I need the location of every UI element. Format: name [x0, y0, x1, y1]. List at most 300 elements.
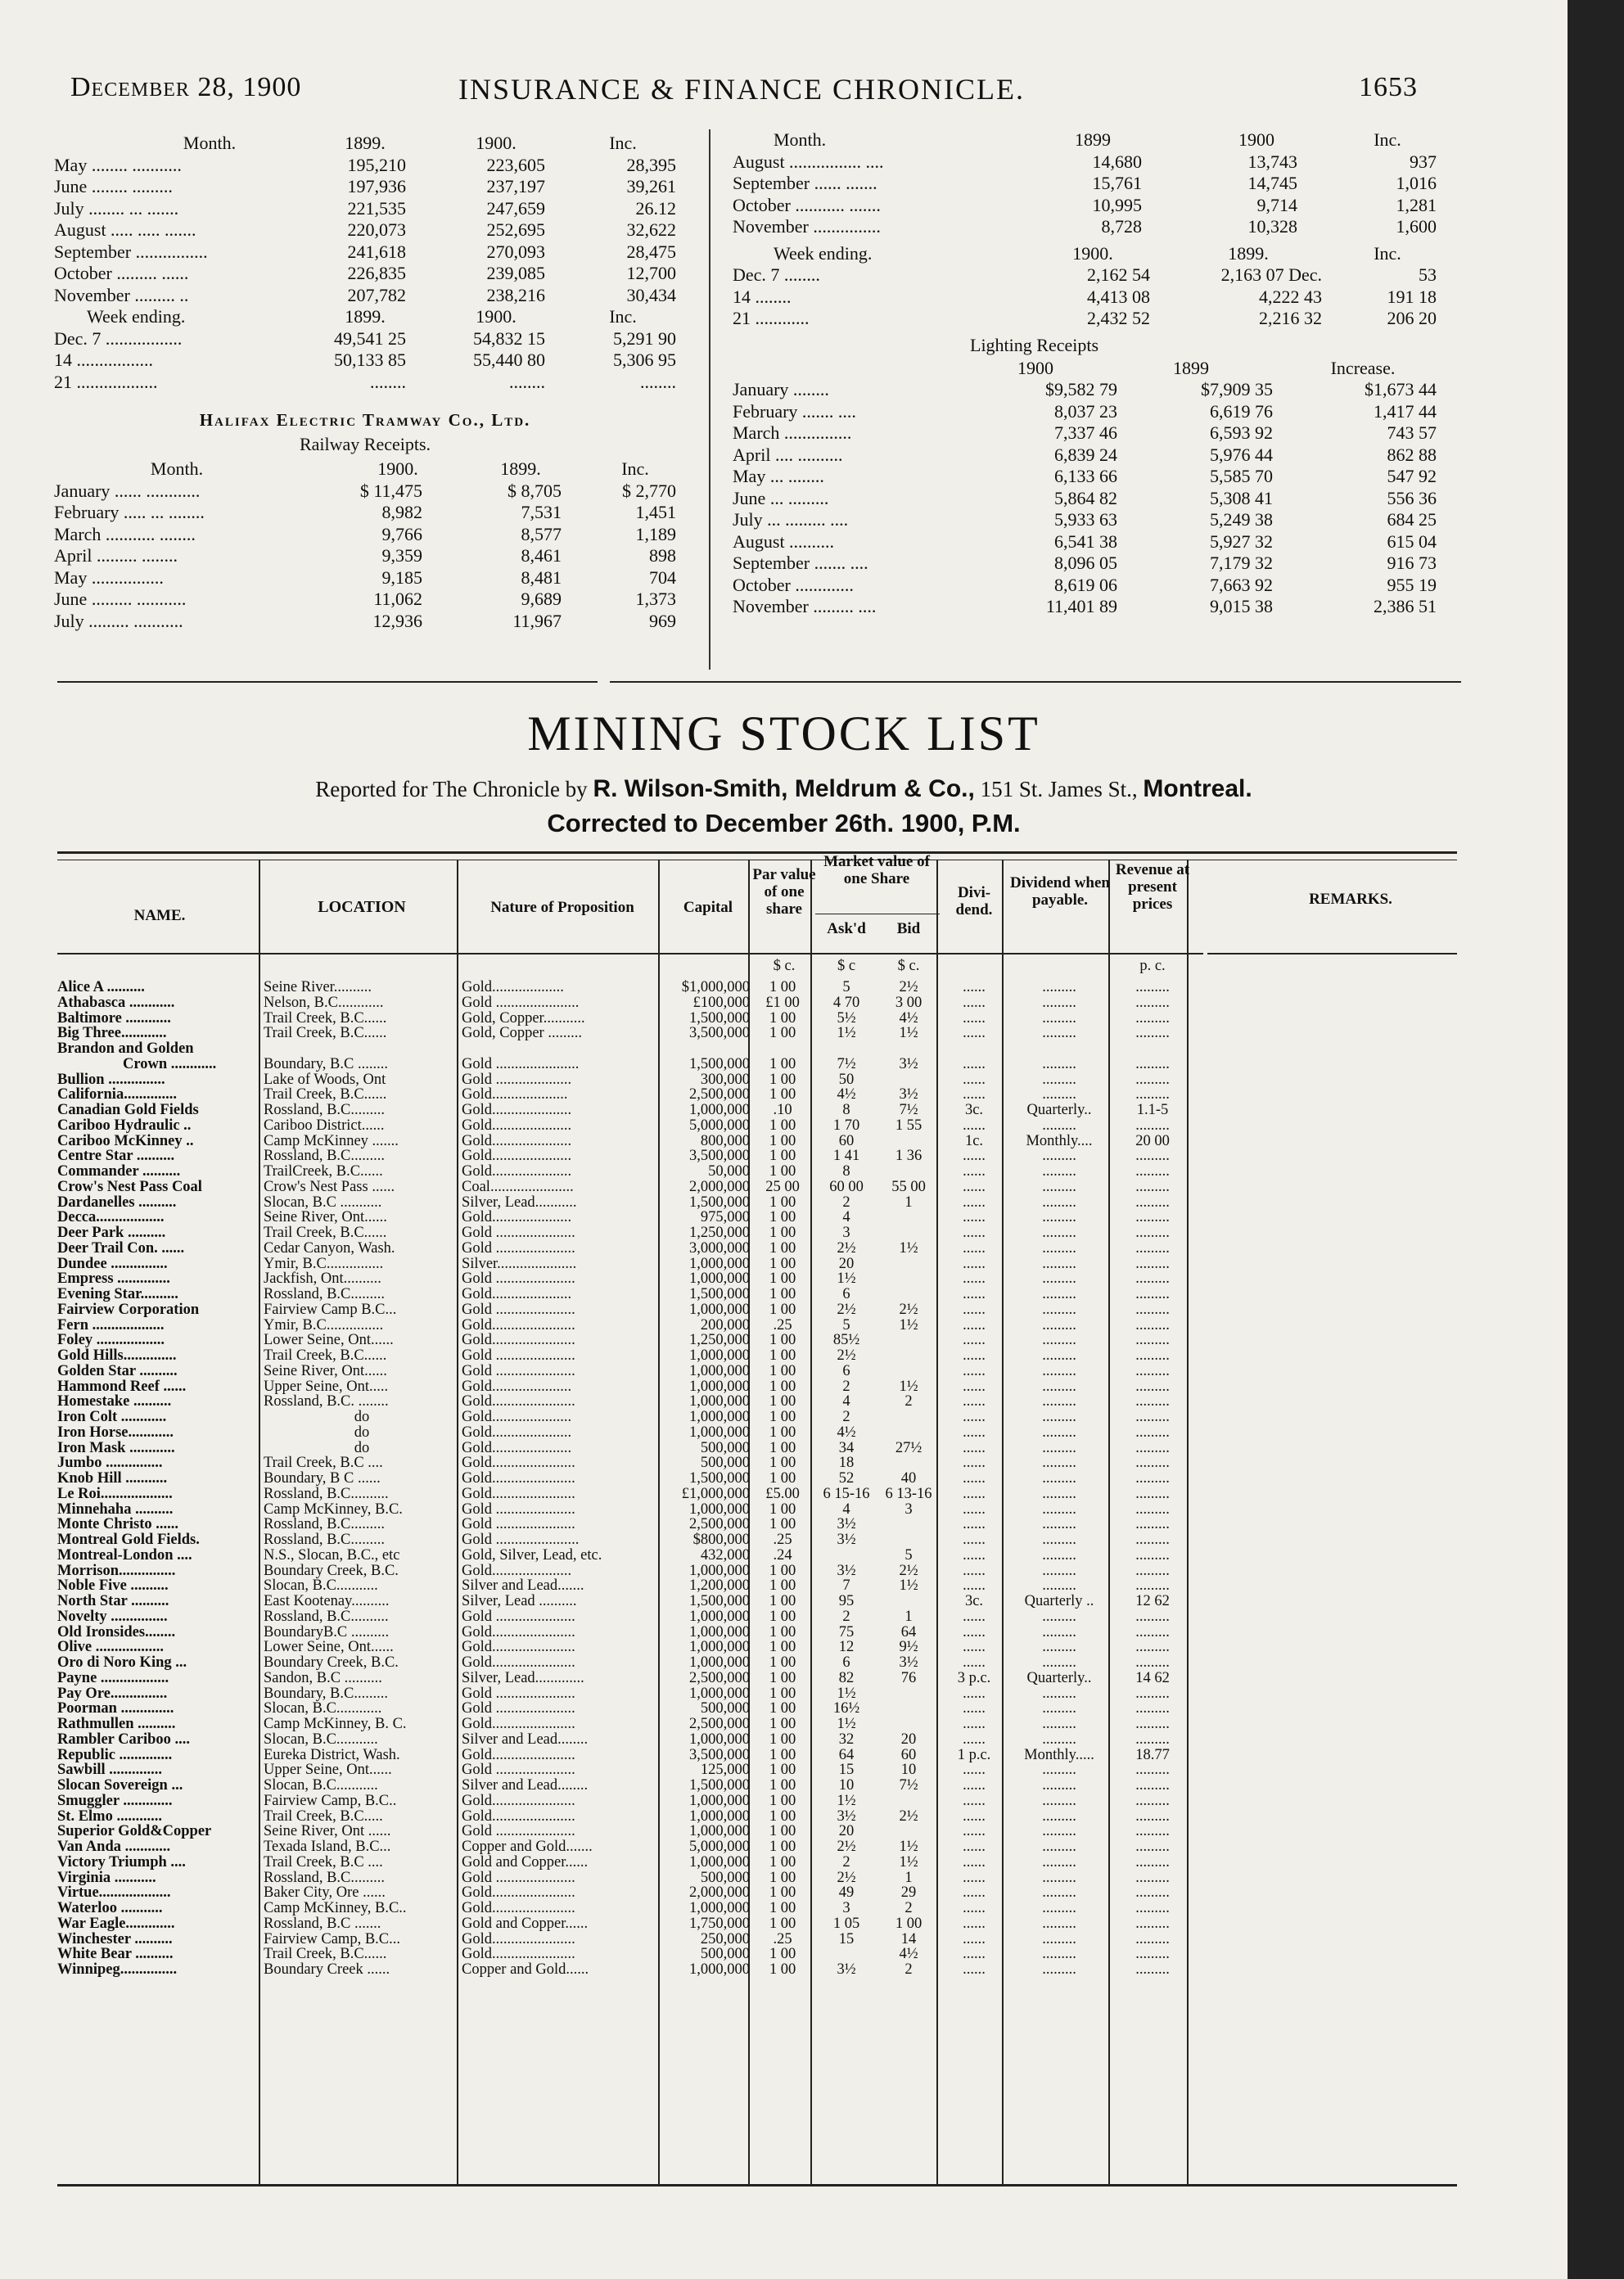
mining-cell: Gold...................... — [462, 1485, 575, 1502]
mining-cell: ......... — [1042, 1286, 1076, 1302]
mining-cell: ......... — [1042, 1900, 1076, 1916]
mining-cell: ......... — [1042, 1884, 1076, 1902]
lighting-row-cell: 955 19 — [1387, 574, 1437, 595]
mining-cell: 1,000,000 — [689, 1961, 750, 1978]
mining-cell: Nelson, B.C............ — [264, 994, 384, 1011]
lighting-row-cell: April .... .......... — [733, 444, 843, 465]
mining-cell: 1 00 — [769, 1839, 796, 1855]
mining-cell: Jumbo ............... — [57, 1455, 163, 1472]
mining-cell: 1 00 — [769, 1777, 796, 1794]
halifax-row-cell: 7,531 — [521, 502, 562, 522]
top-right-week-header-cell: 1899. — [1228, 242, 1269, 264]
mining-cell: .24 — [773, 1546, 792, 1564]
mining-cell: 3 — [842, 1225, 850, 1241]
mining-cell: $800,000 — [692, 1532, 750, 1548]
mining-cell: ...... — [963, 1853, 986, 1871]
mining-cell: 2½ — [899, 979, 918, 995]
mining-cell: Gold...................... — [462, 1716, 575, 1732]
mining-cell: Rambler Cariboo .... — [57, 1731, 191, 1748]
lighting-row-cell: 5,864 82 — [1054, 487, 1117, 508]
mining-cell: 4 — [842, 1393, 850, 1410]
mining-cell: Montreal Gold Fields. — [57, 1532, 200, 1548]
mining-cell: Copper and Gold....... — [462, 1839, 593, 1855]
mining-cell: ...... — [963, 1930, 986, 1947]
top-right-week-header-cell: Inc. — [1374, 242, 1401, 264]
mining-cell: Trail Creek, B.C...... — [264, 1025, 387, 1042]
mining-cell: ......... — [1042, 1025, 1076, 1042]
top-left-header-cell: Month. — [183, 133, 237, 153]
mining-cell: 1 00 — [769, 1393, 796, 1410]
top-right-week-row-cell: Dec. 7 ........ — [733, 264, 820, 285]
top-right-week-row-cell: 2,432 52 — [1087, 308, 1150, 328]
mining-cell: 2 — [904, 1393, 913, 1410]
mining-cell: 2 — [904, 1900, 913, 1916]
mining-cell: Gold...................... — [462, 1455, 575, 1472]
mining-cell: ......... — [1135, 1700, 1170, 1717]
mining-cell: Gold...................... — [462, 1316, 575, 1334]
mining-cell: Gold...................... — [462, 1393, 575, 1410]
mining-cell: 2,000,000 — [689, 1178, 750, 1195]
lighting-row-cell: 6,593 92 — [1210, 422, 1273, 443]
mining-cell: ......... — [1042, 1055, 1076, 1072]
mining-cell: 1 00 — [769, 1762, 796, 1779]
top-right-row-cell: 8,728 — [1101, 216, 1142, 237]
mining-stock-list-title: MINING STOCK LIST — [527, 706, 1040, 760]
mining-cell: Foley .................. — [57, 1332, 165, 1349]
mining-cell: 1,000,000 — [689, 1900, 750, 1916]
mining-cell: do — [354, 1439, 370, 1456]
halifax-row-cell: 9,689 — [521, 589, 562, 609]
mining-cell: Ymir, B.C............... — [264, 1255, 384, 1272]
mining-cell: ......... — [1135, 1777, 1170, 1794]
lighting-row-cell: 556 36 — [1387, 487, 1437, 508]
mining-cell: Gold ..................... — [462, 1362, 575, 1379]
halifax-row-cell: January ...... ............ — [54, 480, 201, 501]
mining-cell: 8 — [842, 1163, 850, 1180]
mining-cell: Camp McKinney, B. C. — [264, 1716, 407, 1732]
mining-cell: 1 00 — [769, 1194, 796, 1211]
mining-cell: 2 — [842, 1194, 850, 1211]
mining-cell: 4½ — [837, 1424, 856, 1441]
mining-cell: 1 00 — [769, 1209, 796, 1226]
mining-cell: ......... — [1135, 1853, 1170, 1871]
header-bid: Bid — [896, 920, 921, 937]
mining-cell: Homestake .......... — [57, 1393, 172, 1410]
mining-cell: Upper Seine, Ont...... — [264, 1762, 392, 1779]
mining-cell: 1,000,000 — [689, 1301, 750, 1318]
mining-cell: ...... — [963, 1071, 986, 1088]
mining-cell: .25 — [773, 1316, 792, 1334]
mining-cell: Slocan, B.C........... — [264, 1577, 378, 1595]
mining-cell: ......... — [1135, 1884, 1170, 1902]
mining-cell: 1 00 — [769, 1470, 796, 1487]
mining-cell: 1 00 — [769, 1823, 796, 1840]
halifax-row-cell: $ 11,475 — [359, 480, 422, 501]
mining-cell: Alice A .......... — [57, 979, 145, 995]
mining-cell: Baltimore ............ — [57, 1009, 171, 1027]
mining-cell: 3½ — [837, 1807, 856, 1825]
mining-cell: 52 — [838, 1470, 855, 1487]
top-left-row-cell: July ........ ... ....... — [54, 197, 179, 219]
lighting-row — [733, 553, 1551, 575]
mining-cell: 1½ — [899, 1316, 918, 1334]
mining-cell: 85½ — [832, 1332, 860, 1349]
mining-cell: Dardanelles .......... — [57, 1194, 177, 1211]
mining-cell: East Kootenay.......... — [264, 1593, 390, 1609]
mining-cell: 20 00 — [1135, 1132, 1170, 1149]
top-left-row-cell: October ......... ...... — [54, 263, 189, 283]
lighting-title: Lighting Receipts — [970, 334, 1099, 355]
top-left-row — [54, 263, 701, 285]
mining-cell: ......... — [1042, 1839, 1076, 1855]
mining-cell: 1½ — [837, 1716, 856, 1732]
mining-cell: 4 — [842, 1209, 850, 1226]
mining-cell: Empress .............. — [57, 1270, 170, 1288]
mining-cell: ......... — [1135, 1485, 1170, 1502]
header-market: Market value of one Share — [823, 853, 930, 887]
mining-cell: Gold..................... — [462, 1378, 572, 1395]
mining-cell: ...... — [963, 1915, 986, 1932]
lighting-row-cell: 547 92 — [1387, 466, 1437, 486]
mining-cell: 1 00 — [769, 1270, 796, 1288]
mining-cell: ......... — [1042, 1654, 1076, 1671]
mining-cell: Gold...................... — [462, 1884, 575, 1902]
mining-cell: 60 — [900, 1746, 917, 1763]
mining-cell: Fairview Camp B.C... — [264, 1301, 397, 1318]
lighting-row — [733, 596, 1551, 618]
mining-cell: Seine River, Ont...... — [264, 1362, 387, 1379]
mining-cell: ......... — [1135, 1685, 1170, 1702]
header-nature: Nature of Proposition — [490, 899, 634, 916]
mining-cell: Upper Seine, Ont..... — [264, 1378, 389, 1395]
top-left-row-cell: 26.12 — [635, 197, 676, 219]
top-right-row — [733, 216, 1551, 238]
mining-cell: ......... — [1135, 1055, 1170, 1072]
halifax-row-cell: 969 — [649, 610, 676, 631]
mining-cell: 3,500,000 — [689, 1746, 750, 1763]
mining-cell: ......... — [1042, 1424, 1076, 1441]
mining-cell: 125,000 — [700, 1762, 750, 1779]
page-edge — [1568, 0, 1624, 2279]
corrected-line: Corrected to December 26th. 1900, P.M. — [547, 809, 1021, 837]
mining-cell: ......... — [1042, 1623, 1076, 1640]
lighting-row-cell: 2,386 51 — [1374, 596, 1437, 616]
mining-cell: 2,500,000 — [689, 1669, 750, 1686]
mining-cell: 3 00 — [895, 994, 923, 1011]
top-right-row — [733, 195, 1551, 217]
mining-cell: Rossland, B.C......... — [264, 1148, 386, 1165]
halifax-subtitle: Railway Receipts. — [299, 434, 431, 454]
mining-cell: Gold ...................... — [462, 1532, 580, 1548]
halifax-header-cell: 1900. — [377, 458, 418, 479]
mining-cell: 1 00 — [769, 1148, 796, 1165]
top-left-row-cell: 39,261 — [626, 176, 676, 196]
mining-cell: ...... — [963, 1516, 986, 1533]
mining-cell: ......... — [1135, 1148, 1170, 1165]
mining-cell: Gold ..................... — [462, 1869, 575, 1886]
top-left-week-row-cell: 5,291 90 — [613, 327, 676, 349]
mining-cell: Gold ..................... — [462, 1685, 575, 1702]
mining-cell: 432,000 — [700, 1546, 750, 1564]
mining-cell: 64 — [900, 1623, 917, 1640]
lighting-row — [733, 379, 1551, 401]
mining-cell: 1,000,000 — [689, 1562, 750, 1579]
mining-cell: 10 — [838, 1777, 855, 1794]
top-right-header-cell: Month. — [774, 129, 827, 150]
mining-cell: 1,000,000 — [689, 1608, 750, 1625]
mining-cell: 2½ — [837, 1839, 856, 1855]
lighting-row-cell: 5,308 41 — [1210, 487, 1273, 508]
lighting-row-cell: September ....... .... — [733, 553, 868, 573]
mining-cell: 3½ — [837, 1562, 856, 1579]
mining-cell: 1 00 — [769, 1961, 796, 1978]
mining-cell: 1 00 — [769, 1807, 796, 1825]
mining-cell: ......... — [1042, 1485, 1076, 1502]
mining-cell: 1½ — [899, 1853, 918, 1871]
mining-cell: ......... — [1135, 1455, 1170, 1472]
mining-cell: St. Elmo ............ — [57, 1807, 162, 1825]
top-right-week-row-cell: 191 18 — [1387, 286, 1437, 307]
mining-stock-table — [57, 851, 1457, 2190]
mining-cell: ......... — [1135, 1117, 1170, 1134]
mining-cell: 3 — [904, 1501, 913, 1518]
mining-cell: 27½ — [895, 1439, 923, 1456]
mining-cell: Gold..................... — [462, 1439, 572, 1456]
mining-cell: ......... — [1042, 1762, 1076, 1779]
mining-cell: ...... — [963, 1209, 986, 1226]
top-left-week-row-cell: 50,133 85 — [334, 350, 406, 370]
top-right-receipts — [733, 129, 1551, 618]
top-left-week-row — [54, 350, 701, 372]
mining-cell: ......... — [1135, 1270, 1170, 1288]
mining-cell: Lower Seine, Ont...... — [264, 1639, 394, 1656]
top-left-row-cell: September ................ — [54, 241, 208, 262]
top-left-week-row-cell: ........ — [640, 371, 676, 392]
mining-cell: 1,500,000 — [689, 1009, 750, 1027]
top-left-header-cell: 1900. — [476, 133, 517, 153]
mining-cell: Gold ..................... — [462, 1347, 575, 1364]
mining-cell: 3½ — [837, 1532, 856, 1548]
top-left-row-cell: 239,085 — [486, 263, 545, 283]
mining-cell: 3½ — [837, 1516, 856, 1533]
mining-cell: Gold and Copper...... — [462, 1853, 589, 1871]
mining-cell: 1 00 — [769, 1915, 796, 1932]
mining-cell: 1,500,000 — [689, 1194, 750, 1211]
lighting-row — [733, 422, 1551, 445]
mining-cell: 1,000,000 — [689, 1731, 750, 1748]
header-date: December 28, 1900 — [70, 72, 302, 102]
lighting-row-cell: 8,096 05 — [1054, 553, 1117, 573]
mining-cell: 29 — [900, 1884, 917, 1902]
mining-cell: 1,500,000 — [689, 1470, 750, 1487]
units-cell: $ c — [837, 958, 856, 974]
mining-cell: 1,000,000 — [689, 1623, 750, 1640]
mining-cell: Rossland, B.C......... — [264, 1869, 386, 1886]
mining-cell: ......... — [1042, 1961, 1076, 1978]
mining-cell: 1 00 — [769, 1792, 796, 1809]
mining-cell: Gold...................... — [462, 1792, 575, 1809]
top-left-row — [54, 176, 701, 198]
mining-cell: Trail Creek, B.C...... — [264, 1347, 387, 1364]
mining-cell: ...... — [963, 1148, 986, 1165]
halifax-tramway-receipts — [54, 409, 701, 632]
mining-cell: Boundary, B C ...... — [264, 1470, 381, 1487]
header-revenue: Revenue at present prices — [1115, 861, 1190, 913]
top-right-row-cell: 13,743 — [1247, 151, 1297, 172]
header-title: INSURANCE & FINANCE CHRONICLE. — [458, 73, 1026, 106]
mining-cell: ...... — [963, 1731, 986, 1748]
mining-cell: ...... — [963, 1194, 986, 1211]
mining-cell: ......... — [1042, 1685, 1076, 1702]
mining-cell: 1½ — [899, 1577, 918, 1595]
mining-cell: ......... — [1042, 1409, 1076, 1425]
mining-cell: ......... — [1042, 1807, 1076, 1825]
halifax-row-cell: June ......... ........... — [54, 589, 187, 609]
lighting-row-cell: 7,179 32 — [1210, 553, 1273, 573]
halifax-row — [54, 567, 701, 589]
mining-cell: ......... — [1042, 1501, 1076, 1518]
mining-cell: 975,000 — [700, 1209, 750, 1226]
mining-cell: ......... — [1042, 1316, 1076, 1334]
mining-cell: Quarterly.. — [1026, 1669, 1092, 1686]
top-left-week-row-cell: ........ — [509, 371, 545, 392]
mining-cell: Rossland, B.C.......... — [264, 1485, 389, 1502]
mining-cell: £1 00 — [765, 994, 800, 1011]
mining-cell: Gold..................... — [462, 1562, 572, 1579]
top-right-header-cell: 1899 — [1075, 129, 1111, 150]
mining-cell: Gold, Copper........... — [462, 1009, 585, 1027]
reported-address: 151 St. James St., — [980, 777, 1138, 801]
mining-cell: ...... — [963, 1546, 986, 1564]
mining-cell: Silver and Lead....... — [462, 1577, 584, 1595]
mining-cell: ...... — [963, 1225, 986, 1241]
header-page-number: 1653 — [1359, 72, 1418, 102]
section-rule — [610, 681, 1461, 683]
mining-cell: ...... — [963, 1777, 986, 1794]
mining-cell: Montreal-London .... — [57, 1546, 192, 1564]
mining-cell: 1,250,000 — [689, 1332, 750, 1349]
mining-cell: ...... — [963, 1086, 986, 1103]
lighting-row-cell: August .......... — [733, 530, 835, 552]
halifax-row-cell: 11,062 — [373, 589, 422, 609]
mining-cell: Gold ..................... — [462, 1823, 575, 1840]
mining-cell: Dundee ............... — [57, 1255, 168, 1272]
top-right-row-cell: October ........... ....... — [733, 194, 881, 215]
mining-cell: 1 — [904, 1194, 913, 1211]
mining-cell: Virginia ........... — [57, 1869, 156, 1886]
mining-cell: Rossland, B.C......... — [264, 1532, 386, 1548]
mining-cell: ......... — [1135, 1546, 1170, 1564]
mining-cell: Gold..................... — [462, 1424, 572, 1441]
mining-cell: ...... — [963, 1900, 986, 1916]
mining-cell: 14 — [900, 1930, 917, 1947]
mining-cell: 6 — [842, 1654, 850, 1671]
mining-cell: ......... — [1042, 979, 1076, 995]
mining-cell: 500,000 — [700, 1455, 750, 1472]
mining-cell: 1c. — [964, 1132, 984, 1149]
lighting-row-cell: May ... ........ — [733, 466, 824, 486]
mining-cell: 34 — [838, 1439, 855, 1456]
lighting-header — [733, 358, 1551, 380]
mining-cell: ......... — [1135, 1209, 1170, 1226]
top-right-row-cell: 14,680 — [1092, 151, 1142, 172]
mining-cell: 1½ — [837, 1270, 856, 1288]
mining-cell: Trail Creek, B.C .... — [264, 1455, 383, 1472]
header-name: NAME. — [133, 907, 186, 924]
halifax-row-cell: 704 — [649, 566, 676, 588]
top-left-row-cell: 241,618 — [347, 241, 406, 262]
mining-cell: ......... — [1042, 1225, 1076, 1241]
mining-cell: Gold...................... — [462, 1639, 575, 1656]
mining-cell: ...... — [963, 1455, 986, 1472]
mining-cell: Iron Colt ............ — [57, 1409, 167, 1425]
mining-row — [57, 1961, 1203, 1979]
mining-cell: 1 00 — [769, 1455, 796, 1472]
mining-cell: ......... — [1135, 1316, 1170, 1334]
mining-cell: 1 p.c. — [957, 1746, 991, 1763]
mining-cell: Gold...................... — [462, 1654, 575, 1671]
mining-cell: Iron Mask ............ — [57, 1439, 175, 1456]
mining-cell: 1,000,000 — [689, 1807, 750, 1825]
column-divider — [709, 129, 710, 670]
top-left-week-row-cell: 54,832 15 — [473, 327, 545, 349]
lighting-row-cell: 1,417 44 — [1374, 400, 1437, 422]
mining-cell: Gold ..................... — [462, 1301, 575, 1318]
mining-cell: ......... — [1042, 1362, 1076, 1379]
mining-cell: Seine River, Ont ...... — [264, 1823, 391, 1840]
mining-cell: 2,000,000 — [689, 1884, 750, 1902]
mining-cell: Cedar Canyon, Wash. — [264, 1239, 395, 1257]
mining-cell: 3,000,000 — [689, 1239, 750, 1257]
mining-cell: Gold...................... — [462, 1930, 575, 1947]
mining-cell: 14 62 — [1135, 1669, 1170, 1686]
mining-cell: ......... — [1135, 1562, 1170, 1579]
mining-cell: ...... — [963, 1239, 986, 1257]
halifax-row — [54, 545, 701, 567]
mining-cell: ......... — [1042, 1378, 1076, 1395]
header-par: Par value of one share — [752, 866, 816, 918]
mining-cell: 1 00 — [769, 1946, 796, 1963]
top-left-row-cell: 28,475 — [626, 241, 676, 262]
mining-cell: ...... — [963, 1255, 986, 1272]
mining-cell: ......... — [1135, 1301, 1170, 1318]
halifax-header-cell: Inc. — [621, 458, 649, 479]
mining-cell: ......... — [1042, 1577, 1076, 1595]
mining-cell: Monthly.... — [1026, 1132, 1093, 1149]
mining-cell: ...... — [963, 1286, 986, 1302]
mining-cell: 3½ — [899, 1055, 918, 1072]
mining-cell: ......... — [1135, 1608, 1170, 1625]
mining-cell: 1,000,000 — [689, 1347, 750, 1364]
mining-cell: ......... — [1135, 1623, 1170, 1640]
mining-cell: ...... — [963, 1654, 986, 1671]
mining-cell: Winnipeg............... — [57, 1961, 178, 1978]
top-right-row-cell: 10,995 — [1092, 194, 1142, 215]
mining-cell: 1 00 — [769, 1086, 796, 1103]
mining-cell: ......... — [1042, 1532, 1076, 1548]
mining-cell: 1 55 — [895, 1117, 923, 1134]
mining-cell: 2½ — [899, 1562, 918, 1579]
top-left-row — [54, 155, 701, 177]
top-left-row — [54, 285, 701, 307]
mining-cell: 1 00 — [769, 1132, 796, 1149]
mining-cell: Oro di Noro King ... — [57, 1654, 187, 1671]
mining-cell: ......... — [1135, 1869, 1170, 1886]
top-left-week-row-cell: Dec. 7 ................. — [54, 327, 183, 349]
lighting-header-cell: Increase. — [1330, 357, 1396, 378]
mining-cell: War Eagle............. — [57, 1915, 175, 1932]
top-right-week-row — [733, 308, 1551, 330]
